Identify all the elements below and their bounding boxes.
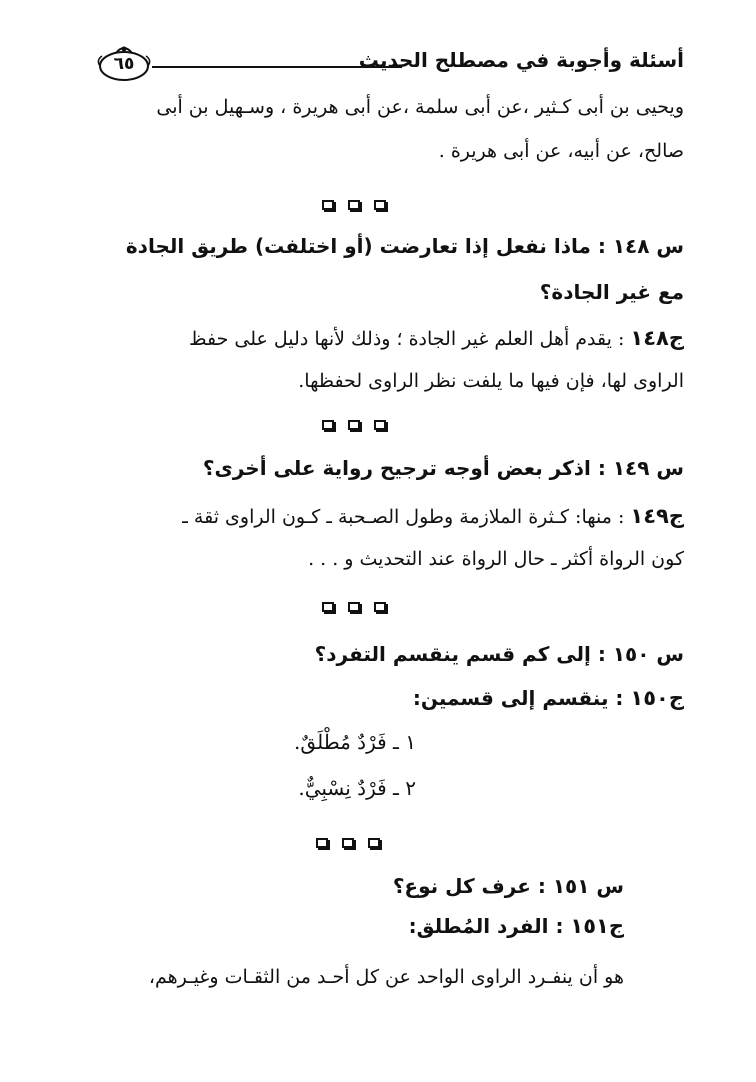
header-rule — [152, 66, 402, 68]
body-line: صالح، عن أبيه، عن أبى هريرة . — [438, 140, 684, 162]
square-bullet-icon — [348, 602, 360, 612]
section-separator — [316, 838, 380, 848]
body-line: هو أن ينفـرد الراوى الواحد عن كل أحـد من الثقـات وغيـرهم، — [148, 966, 624, 988]
section-separator — [322, 420, 386, 430]
answer-label: ج١٥٠ — [630, 686, 684, 710]
page-number: ٦٥ — [113, 54, 135, 74]
square-bullet-icon — [348, 420, 360, 430]
section-separator — [322, 602, 386, 612]
answer-label: ج١٥١ — [570, 914, 624, 938]
square-bullet-icon — [374, 200, 386, 210]
answer-148 — [189, 326, 684, 350]
answer-text: : ينقسم إلى قسمين: — [412, 686, 631, 710]
answer-text: : يقدم أهل العلم غير الجادة ؛ وذلك لأنها دليل على حفظ — [188, 328, 631, 350]
answer-149 — [182, 504, 684, 528]
answer-label: ج١٤٩ — [630, 504, 684, 528]
answer-149-cont: كون الرواة أكثر ـ حال الرواة عند التحديث و . . . — [308, 548, 684, 570]
question-151: س ١٥١ : عرف كل نوع؟ — [392, 874, 624, 898]
square-bullet-icon — [342, 838, 354, 848]
square-bullet-icon — [348, 200, 360, 210]
page-number-badge — [96, 44, 152, 84]
answer-text: : الفرد المُطلق: — [408, 914, 571, 938]
body-line: ويحيى بن أبى كـثير ،عن أبى سلمة ،عن أبى هريرة ، وسـهيل بن أبى — [156, 96, 684, 118]
square-bullet-icon — [322, 602, 334, 612]
square-bullet-icon — [322, 200, 334, 210]
question-148-cont: مع غير الجادة؟ — [539, 280, 684, 304]
question-148: س ١٤٨ : ماذا نفعل إذا تعارضت (أو اختلفت) طريق الجادة — [125, 234, 684, 258]
section-separator — [322, 200, 386, 210]
answer-150 — [413, 686, 684, 710]
question-149: س ١٤٩ : اذكر بعض أوجه ترجيح رواية على أخرى؟ — [202, 456, 684, 480]
answer-text: : منها: كـثرة الملازمة وطول الصـحبة ـ كـون الراوى ثقة ـ — [182, 506, 631, 528]
square-bullet-icon — [316, 838, 328, 848]
square-bullet-icon — [322, 420, 334, 430]
running-header-title: أسئلة وأجوبة في مصطلح الحديث — [358, 48, 684, 72]
answer-148-cont: الراوى لها، فإن فيها ما يلفت نظر الراوى لحفظها. — [298, 370, 684, 392]
square-bullet-icon — [368, 838, 380, 848]
answer-label: ج١٤٨ — [630, 326, 684, 350]
answer-151 — [409, 914, 624, 938]
list-item: ١ ـ فَرْدٌ مُطْلَقٌ. — [294, 730, 416, 754]
question-150: س ١٥٠ : إلى كم قسم ينقسم التفرد؟ — [314, 642, 684, 666]
square-bullet-icon — [374, 602, 386, 612]
list-item: ٢ ـ فَرْدٌ نِسْبِيٌّ. — [298, 776, 416, 800]
square-bullet-icon — [374, 420, 386, 430]
